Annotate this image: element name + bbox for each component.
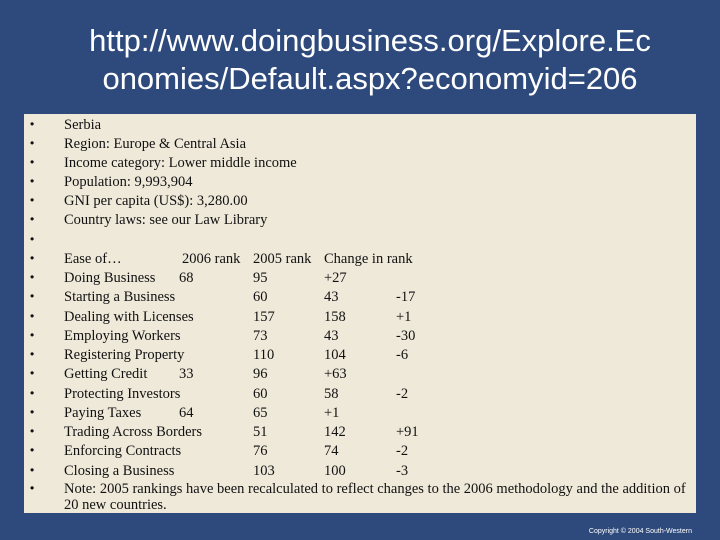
row-col-3: 43 — [324, 327, 339, 344]
bullet-icon: • — [30, 117, 35, 131]
row-label: Employing Workers — [64, 327, 181, 344]
row-col-1: 64 — [179, 404, 194, 421]
header-ease-of: Ease of… — [64, 251, 122, 267]
bullet-icon: • — [30, 174, 35, 188]
header-2006-rank: 2006 rank — [182, 251, 241, 267]
row-label: Trading Across Borders — [64, 424, 203, 440]
row-col-3: 104 — [324, 347, 346, 363]
bullet-icon: • — [30, 212, 35, 226]
row-col-1: 33 — [179, 366, 194, 383]
bullet-icon: • — [30, 308, 35, 323]
row-col-2: 95 — [253, 270, 268, 286]
row-col-4: -2 — [396, 443, 409, 460]
row-col-2: 73 — [253, 327, 268, 344]
bullet-icon: • — [30, 270, 35, 284]
row-col-3: 142 — [324, 424, 346, 440]
row-label: Closing a Business — [64, 462, 175, 479]
row-col-3: 58 — [324, 385, 339, 402]
bullet-icon: • — [30, 424, 35, 438]
header-2005-rank: 2005 rank — [253, 251, 312, 267]
row-col-2: 76 — [253, 443, 268, 460]
bullet-icon: • — [30, 385, 35, 400]
row-label: Getting Credit — [64, 366, 148, 383]
header-change-in-rank: Change in rank — [324, 251, 413, 267]
row-col-2: 96 — [253, 366, 268, 383]
bullet-icon: • — [30, 443, 35, 458]
bullet-icon: • — [30, 136, 35, 150]
row-col-4: -17 — [396, 289, 416, 306]
copyright-text: Copyright © 2004 South-Western — [588, 528, 692, 535]
row-col-4: -2 — [396, 385, 409, 402]
bullet-icon: • — [30, 155, 35, 169]
row-col-1: 68 — [179, 270, 194, 286]
region-text: Region: Europe & Central Asia — [64, 136, 247, 152]
row-col-2: 60 — [253, 385, 268, 402]
bullet-icon: • — [30, 327, 35, 342]
bullet-icon: • — [30, 251, 35, 265]
note-text: Note: 2005 rankings have been recalculated to reflect changes to the 2006 methodology and the addition of 20 new countries. — [64, 481, 686, 513]
row-col-3: 43 — [324, 289, 339, 306]
row-col-4: -6 — [396, 347, 409, 363]
row-col-4: -3 — [396, 462, 409, 479]
country-laws-text: Country laws: see our Law Library — [64, 212, 268, 228]
row-col-2: 60 — [253, 289, 268, 306]
gni-text: GNI per capita (US$): 3,280.00 — [64, 193, 248, 209]
row-label: Protecting Investors — [64, 385, 181, 402]
bullet-icon: • — [30, 404, 35, 419]
income-category-text: Income category: Lower middle income — [64, 155, 297, 171]
row-col-3: 74 — [324, 443, 339, 460]
row-label: Dealing with Licenses — [64, 308, 194, 325]
row-col-2: 103 — [253, 462, 275, 479]
row-label: Doing Business — [64, 270, 156, 286]
slide-title — [20, 22, 720, 98]
row-col-4: +91 — [396, 424, 419, 440]
row-col-3: 100 — [324, 462, 346, 479]
row-col-4: -30 — [396, 327, 416, 344]
bullet-icon: • — [30, 481, 35, 495]
population-text: Population: 9,993,904 — [64, 174, 193, 190]
row-col-2: 51 — [253, 424, 268, 440]
bullet-icon: • — [30, 366, 35, 381]
bullet-icon: • — [30, 193, 35, 207]
row-label: Enforcing Contracts — [64, 443, 182, 460]
row-col-3: +63 — [324, 366, 347, 383]
title-line-2: onomies/Default.aspx?economyid=206 — [102, 61, 638, 96]
title-line-1: http://www.doingbusiness.org/Explore.Ec — [89, 23, 651, 58]
row-label: Starting a Business — [64, 289, 176, 306]
row-col-3: 158 — [324, 308, 346, 325]
bullet-icon: • — [30, 347, 35, 361]
bullet-icon: • — [30, 462, 35, 477]
row-col-4: +1 — [396, 308, 412, 325]
bullet-icon: • — [30, 289, 35, 304]
row-label: Paying Taxes — [64, 404, 142, 421]
row-col-3: +1 — [324, 404, 340, 421]
row-label: Registering Property — [64, 347, 185, 363]
row-col-2: 110 — [253, 347, 275, 363]
country-name: Serbia — [64, 117, 102, 133]
content-panel — [24, 114, 696, 513]
row-col-3: +27 — [324, 270, 347, 286]
row-col-2: 65 — [253, 404, 268, 421]
row-col-2: 157 — [253, 308, 275, 325]
bullet-icon: • — [30, 232, 35, 246]
